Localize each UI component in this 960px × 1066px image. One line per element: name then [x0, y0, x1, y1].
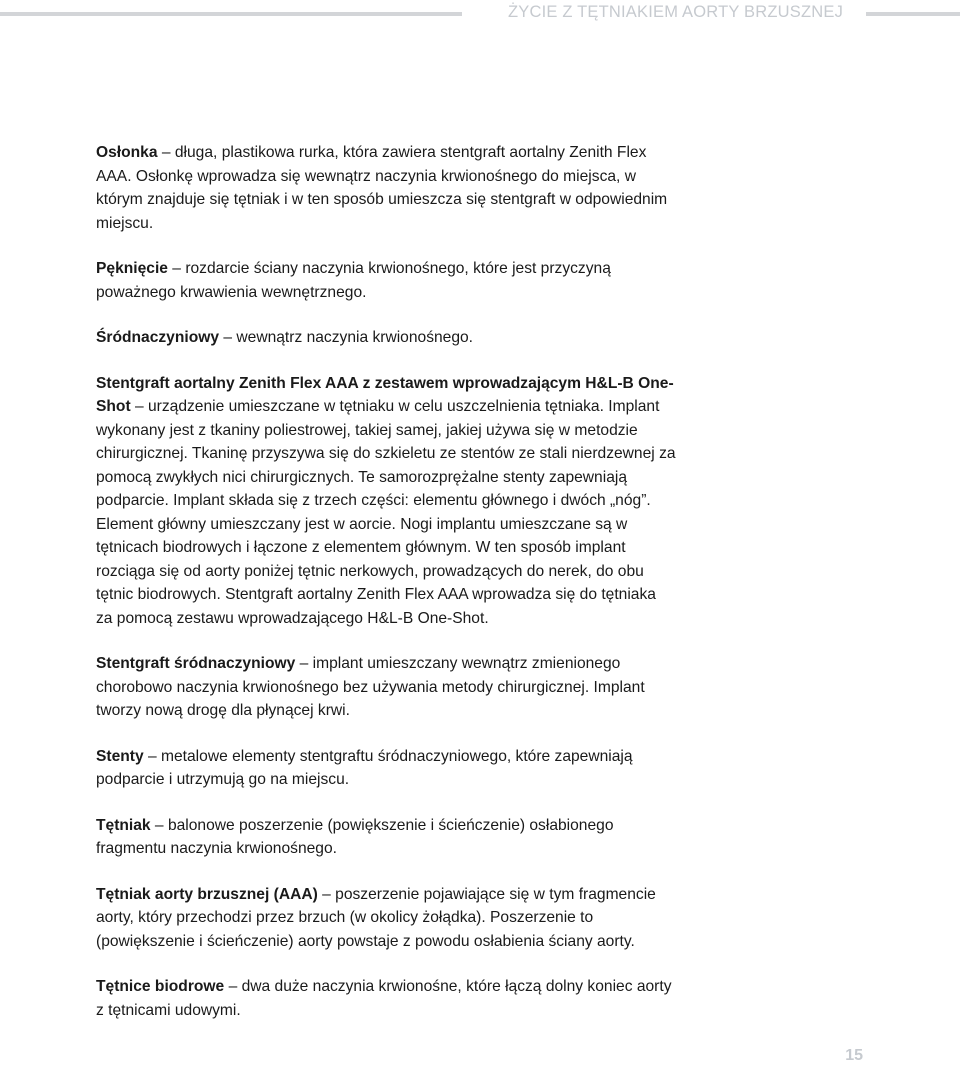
header-rule-right — [866, 12, 960, 16]
glossary-definition: balonowe poszerzenie (powiększenie i ścieńczenie) osłabionego fragmentu naczynia krwionośnego. — [96, 816, 614, 857]
glossary-term: Stentgraft aortalny Zenith Flex AAA z zestawem wprowadzającym H&L-B One-Shot — [96, 374, 674, 415]
glossary-term: Śródnaczyniowy — [96, 329, 220, 346]
glossary-definition: urządzenie umieszczane w tętniaku w celu uszczelnienia tętniaka. Implant wykonany jest z tkaniny poliestrowej, takiej samej, jakiej używa się w metodzie chirurgicznej. Tkaninę przyszywa się do szkieletu ze stentów ze stali nierdzewnej za pomocą zwykłych nici chirurgicznych. Te samorozprężalne stenty zapewniają podparcie. Implant składa się z trzech części: elementu głównego i dwóch „nóg”. Element główny umieszczany jest w aorcie. Nogi implantu umieszczane są w tętnicach biodrowych i łączone z elementem głównym. W ten sposób implant rozciąga się od aorty poniżej tętnic nerkowych, prowadzących do nerek, do obu tętnic biodrowych. Stentgraft aortalny Zenith Flex AAA wprowadza się do tętniaka za pomocą zestawu wprowadzającego H&L-B One-Shot. — [96, 398, 676, 627]
running-header-title: ŻYCIE Z TĘTNIAKIEM AORTY BRZUSZNEJ — [508, 3, 844, 21]
glossary-definition: rozdarcie ściany naczynia krwionośnego, które jest przyczyną poważnego krwawienia wewnętrznego. — [96, 260, 611, 301]
glossary-term: Osłonka — [96, 144, 158, 161]
glossary-term: Tętniak — [96, 816, 151, 834]
glossary-term: Tętniak aorty brzusznej (AAA) — [96, 885, 318, 903]
glossary-term: Pęknięcie — [96, 260, 168, 277]
glossary-definition: implant umieszczany wewnątrz zmienionego chorobowo naczynia krwionośnego bez używania metody chirurgicznej. Implant tworzy nową drogę dla płynącej krwi. — [96, 655, 645, 719]
page-number: 15 — [845, 1047, 863, 1064]
glossary-entry: Stentgraft śródnaczyniowy – implant umieszczany wewnątrz zmienionego chorobowo naczynia krwionośnego bez używania metody chirurgicznej. Implant tworzy nową drogę dla płynącej krwi. — [96, 655, 645, 719]
glossary-definition: wewnątrz naczynia krwionośnego. — [236, 329, 474, 346]
glossary-entry: Osłonka – długa, plastikowa rurka, która zawiera stentgraft aortalny Zenith Flex AAA. Osłonkę wprowadza się wewnątrz naczynia krwionośnego do miejsca, w którym znajduje się tętniak i w ten sposób umieszcza się stentgraft w odpowiednim miejscu. — [96, 144, 668, 232]
glossary-term: Tętnice biodrowe — [96, 978, 225, 995]
glossary-definition: długa, plastikowa rurka, która zawiera stentgraft aortalny Zenith Flex AAA. Osłonkę wprowadza się wewnątrz naczynia krwionośnego do miejsca, w którym znajduje się tętniak i w ten sposób umieszcza się stentgraft w odpowiednim miejscu. — [96, 144, 668, 232]
glossary-term: Stentgraft śródnaczyniowy — [96, 655, 296, 672]
glossary-entry: Tętnice biodrowe – dwa duże naczynia krwionośne, które łączą dolny koniec aorty z tętnicami udowymi. — [96, 978, 672, 1019]
glossary-entry: Tętniak aorty brzusznej (AAA) – poszerzenie pojawiające się w tym fragmencie aorty, który przechodzi przez brzuch (w okolicy żołądka). Poszerzenie to (powiększenie i ścieńczenie) aorty powstaje z powodu osłabienia ściany aorty. — [96, 885, 656, 950]
glossary-definition: dwa duże naczynia krwionośne, które łączą dolny koniec aorty z tętnicami udowymi. — [96, 978, 672, 1019]
header-rule-left — [0, 12, 462, 16]
glossary-definition: metalowe elementy stentgraftu śródnaczyniowego, które zapewniają podparcie i utrzymują go na miejscu. — [96, 747, 633, 788]
glossary-entry: Pęknięcie – rozdarcie ściany naczynia krwionośnego, które jest przyczyną poważnego krwawienia wewnętrznego. — [96, 260, 611, 301]
glossary-definition: poszerzenie pojawiające się w tym fragmencie aorty, który przechodzi przez brzuch (w okolicy żołądka). Poszerzenie to (powiększenie i ścieńczenie) aorty powstaje z powodu osłabienia ściany aorty. — [96, 885, 656, 950]
glossary-entry: Śródnaczyniowy – wewnątrz naczynia krwionośnego. — [96, 329, 474, 346]
glossary-entry: Stentgraft aortalny Zenith Flex AAA z zestawem wprowadzającym H&L-B One-Shot – urządzenie umieszczane w tętniaku w celu uszczelnienia tętniaka. Implant wykonany jest z tkaniny poliestrowej, takiej samej, jakiej używa się w metodzie chirurgicznej. Tkaninę przyszywa się do szkieletu ze stentów ze stali nierdzewnej za pomocą zwykłych nici chirurgicznych. Te samorozprężalne stenty zapewniają podparcie. Implant składa się z trzech części: elementu głównego i dwóch „nóg”. Element główny umieszczany jest w aorcie. Nogi implantu umieszczane są w tętnicach biodrowych i łączone z elementem głównym. W ten sposób implant rozciąga się od aorty poniżej tętnic nerkowych, prowadzących do nerek, do obu tętnic biodrowych. Stentgraft aortalny Zenith Flex AAA wprowadza się do tętniaka za pomocą zestawu wprowadzającego H&L-B One-Shot. — [96, 374, 676, 627]
glossary-entry: Tętniak – balonowe poszerzenie (powiększenie i ścieńczenie) osłabionego fragmentu naczynia krwionośnego. — [96, 816, 614, 857]
glossary-entry: Stenty – metalowe elementy stentgraftu śródnaczyniowego, które zapewniają podparcie i utrzymują go na miejscu. — [96, 747, 633, 788]
glossary-term: Stenty — [96, 747, 144, 765]
glossary-list — [96, 141, 676, 1044]
